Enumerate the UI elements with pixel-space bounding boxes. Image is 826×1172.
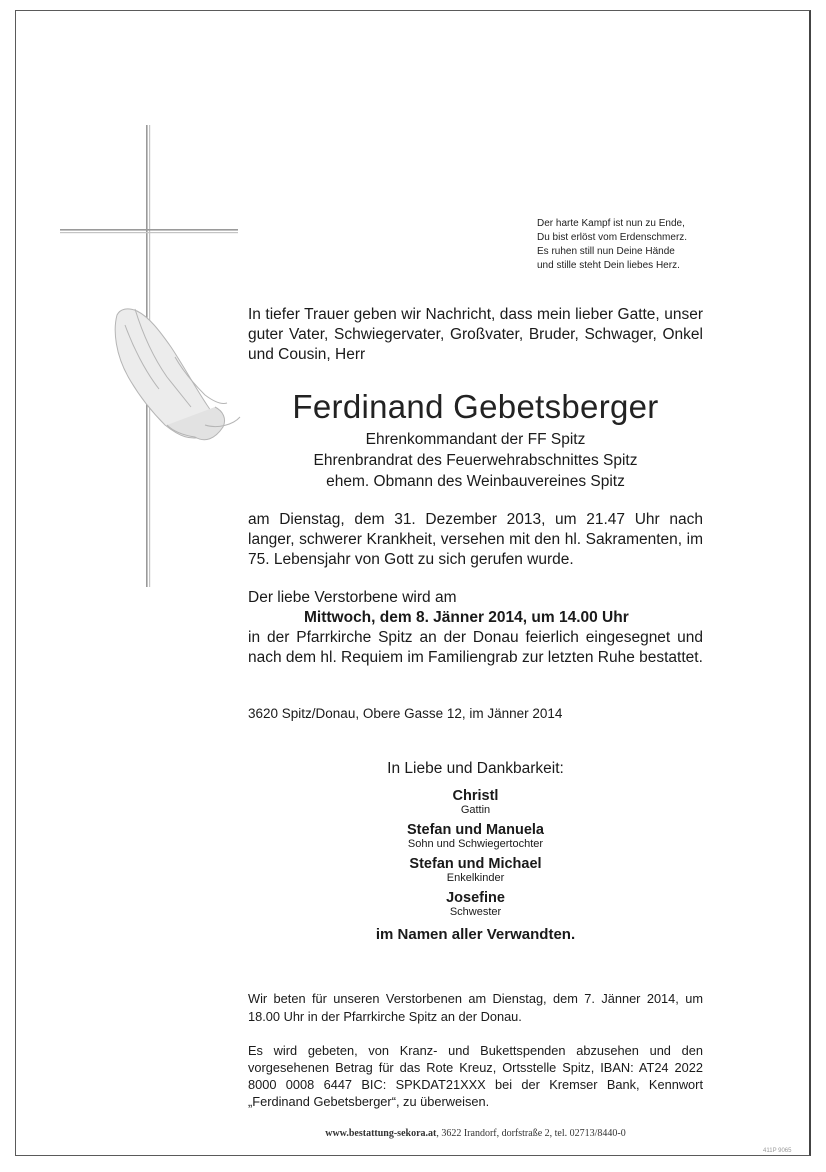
member-name: Josefine [446,890,505,906]
funeral-text: in der Pfarrkirche Spitz an der Donau feierlich eingesegnet und nach dem hl. Requiem im Familiengrab zur letzten Ruhe bestattet. [248,629,703,666]
poem-line: Der harte Kampf ist nun zu Ende, [537,218,685,229]
poem-line: Es ruhen still nun Deine Hände [537,246,675,257]
honorary-titles [248,429,703,492]
member-relation: Schwester [449,906,502,918]
funeral-info [248,588,703,668]
funeral-date: Mittwoch, dem 8. Jänner 2014, um 14.00 Uhr [304,609,629,626]
mass-notice: Wir beten für unseren Verstorbenen am Dienstag, dem 7. Jänner 2014, um 18.00 Uhr in der Pfarrkirche Spitz an der Donau. [248,991,703,1024]
member-relation: Sohn und Schwiegertochter [407,838,544,850]
title-line: Ehrenkommandant der FF Spitz [365,431,586,448]
praying-hands-icon [115,309,240,440]
family-section [248,760,703,943]
family-lead: In Liebe und Dankbarkeit: [387,760,564,777]
family-member [248,788,703,816]
cross-with-praying-hands [55,125,245,595]
member-relation: Gattin [460,804,491,816]
title-line: ehem. Obmann des Weinbauvereines Spitz [326,473,625,490]
family-member [248,856,703,884]
member-name: Stefan und Michael [409,856,542,872]
deceased-name: Ferdinand Gebetsberger [292,388,659,425]
footer-website: www.bestattung-sekora.at [325,1128,437,1139]
member-name: Stefan und Manuela [407,822,544,838]
footer-address: , 3622 Irandorf, dorfstraße 2, tel. 02713/8440-0 [436,1128,626,1139]
title-line: Ehrenbrandrat des Feuerwehrabschnittes Spitz [313,452,638,469]
family-member [248,822,703,850]
poem-line: Du bist erlöst vom Erdenschmerz. [537,232,688,243]
member-name: Christl [452,788,499,804]
print-code: 411P 9065 [763,1148,792,1154]
poem-line: und stille steht Dein liebes Herz. [537,260,680,271]
intro-text: In tiefer Trauer geben wir Nachricht, dass mein lieber Gatte, unser guter Vater, Schwiegervater, Großvater, Bruder, Schwager, Onkel und Cousin, Herr [248,306,703,363]
poem [537,217,687,273]
donation-notice: Es wird gebeten, von Kranz- und Bukettspenden abzusehen und den vorgesehenen Betrag für das Rote Kreuz, Ortsstelle Spitz, IBAN: AT24 2022 8000 0008 6447 BIC: SPKDAT21XXX bei der Kremser Bank, Kennwort „Ferdinand Gebetsberger“, zu überweisen. [248,1043,703,1109]
family-member [248,890,703,918]
family-closing: im Namen aller Verwandten. [375,926,576,943]
death-notice: am Dienstag, dem 31. Dezember 2013, um 21.47 Uhr nach langer, schwerer Krankheit, versehen mit den hl. Sakramenten, im 75. Lebensjahr von Gott zu sich gerufen wurde. [248,511,703,568]
footer [248,1128,703,1139]
member-relation: Enkelkinder [446,872,505,884]
funeral-intro: Der liebe Verstorbene wird am [248,589,457,606]
place-date: 3620 Spitz/Donau, Obere Gasse 12, im Jänner 2014 [248,706,563,721]
